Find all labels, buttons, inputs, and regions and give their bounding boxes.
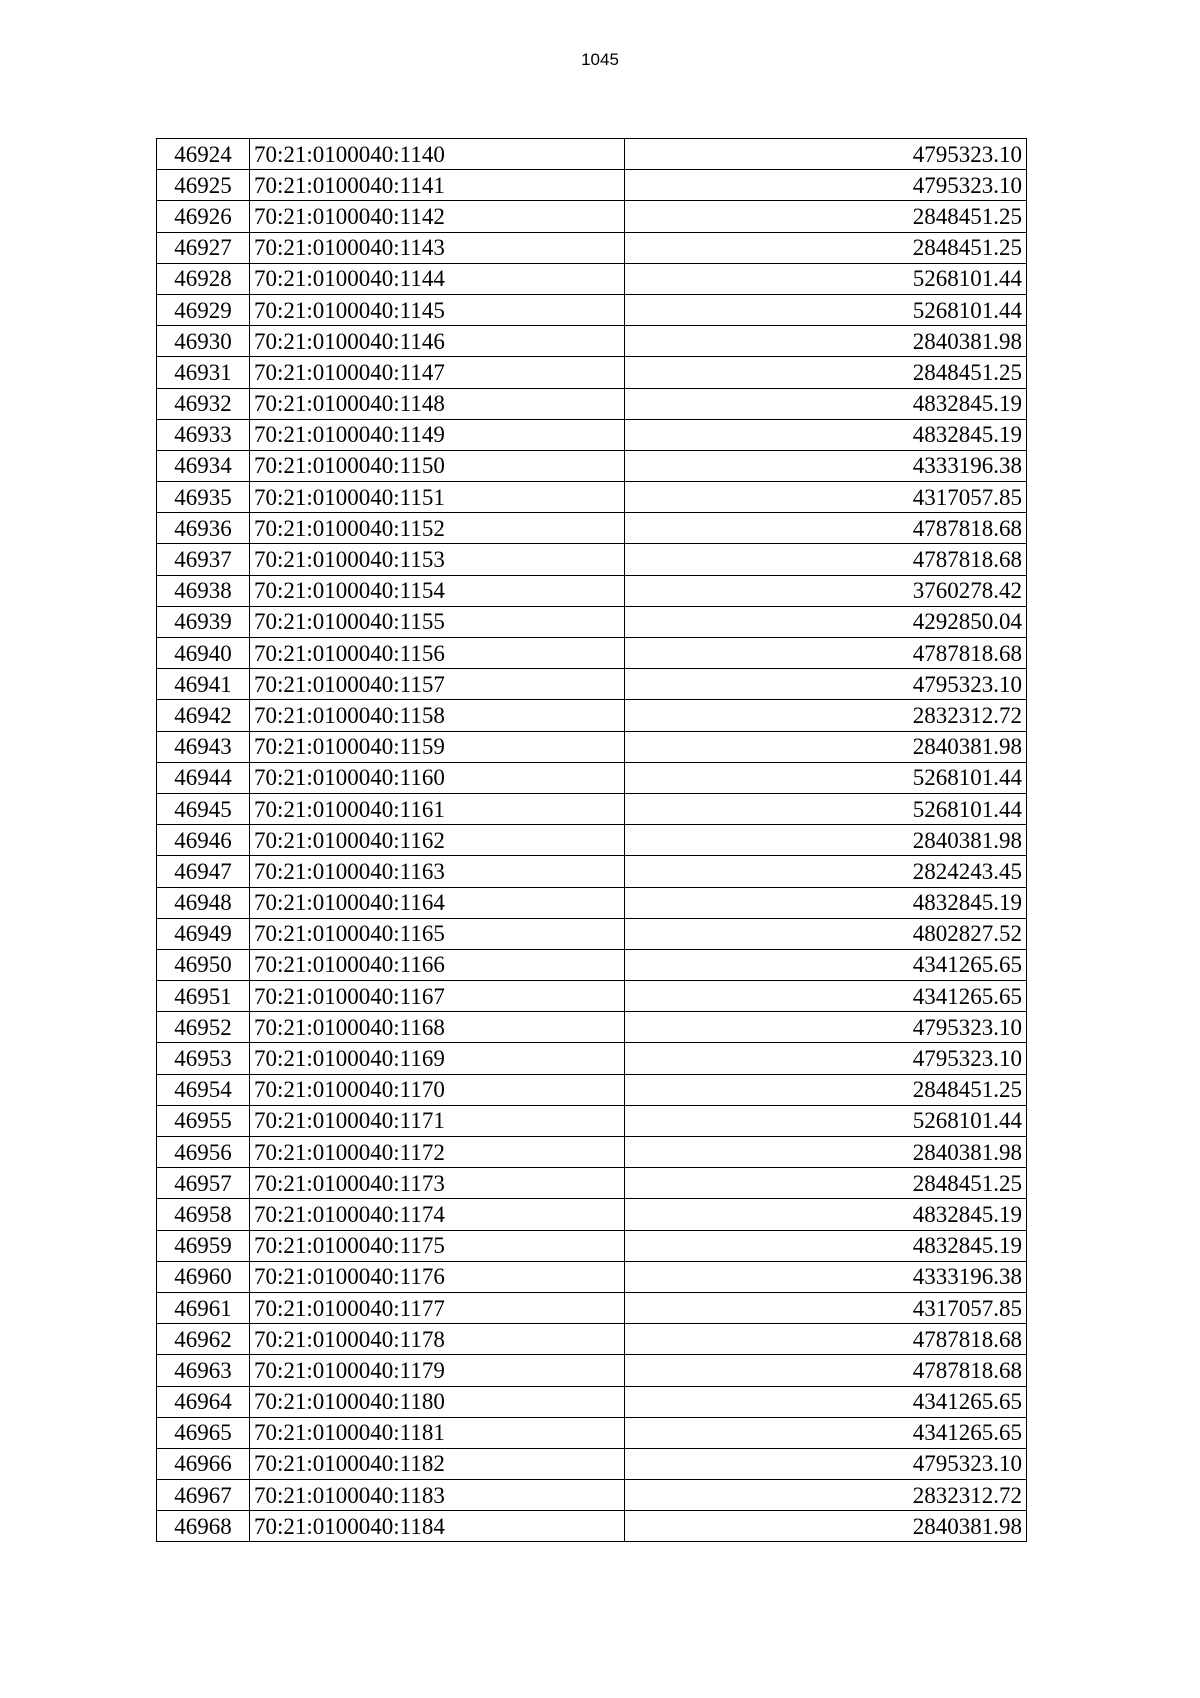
table-row [157,1355,1027,1386]
cadastral-value-cell: 4787818.68 [625,638,1027,669]
cadastral-value-cell: 5268101.44 [625,793,1027,824]
row-number-cell: 46947 [157,856,250,887]
row-number-cell: 46945 [157,793,250,824]
row-number-cell: 46939 [157,606,250,637]
table-row [157,482,1027,513]
cadastral-number-cell: 70:21:0100040:1150 [250,450,625,481]
row-number-cell: 46925 [157,170,250,201]
cadastral-value-cell: 4795323.10 [625,1012,1027,1043]
cadastral-value-cell: 4795323.10 [625,139,1027,170]
cadastral-value-cell: 5268101.44 [625,762,1027,793]
cadastral-number-cell: 70:21:0100040:1168 [250,1012,625,1043]
cadastral-value-cell: 4341265.65 [625,1386,1027,1417]
cadastral-number-cell: 70:21:0100040:1166 [250,949,625,980]
row-number-cell: 46965 [157,1417,250,1448]
cadastral-value-cell: 4795323.10 [625,170,1027,201]
table-row [157,638,1027,669]
table-row [157,669,1027,700]
cadastral-number-cell: 70:21:0100040:1172 [250,1137,625,1168]
cadastral-value-cell: 4802827.52 [625,918,1027,949]
cadastral-value-cell: 2840381.98 [625,731,1027,762]
cadastral-number-cell: 70:21:0100040:1178 [250,1324,625,1355]
cadastral-value-cell: 4341265.65 [625,1417,1027,1448]
row-number-cell: 46955 [157,1105,250,1136]
table-row [157,1137,1027,1168]
cadastral-value-cell: 2840381.98 [625,825,1027,856]
table-row [157,1074,1027,1105]
table-row [157,1511,1027,1542]
cadastral-number-cell: 70:21:0100040:1161 [250,793,625,824]
row-number-cell: 46927 [157,232,250,263]
row-number-cell: 46949 [157,918,250,949]
cadastral-value-cell: 4317057.85 [625,482,1027,513]
table-row [157,606,1027,637]
table-row [157,1168,1027,1199]
row-number-cell: 46946 [157,825,250,856]
table-row [157,419,1027,450]
table-row [157,263,1027,294]
cadastral-value-cell: 4832845.19 [625,419,1027,450]
row-number-cell: 46950 [157,949,250,980]
table-row [157,544,1027,575]
cadastral-number-cell: 70:21:0100040:1164 [250,887,625,918]
row-number-cell: 46959 [157,1230,250,1261]
table-row [157,201,1027,232]
cadastral-value-cell: 5268101.44 [625,294,1027,325]
row-number-cell: 46964 [157,1386,250,1417]
row-number-cell: 46929 [157,294,250,325]
cadastral-number-cell: 70:21:0100040:1147 [250,357,625,388]
cadastral-value-cell: 2848451.25 [625,232,1027,263]
cadastral-value-cell: 4317057.85 [625,1292,1027,1323]
table-row [157,1199,1027,1230]
cadastral-number-cell: 70:21:0100040:1159 [250,731,625,762]
page-number: 1045 [581,50,619,69]
cadastral-number-cell: 70:21:0100040:1170 [250,1074,625,1105]
cadastral-value-cell: 4832845.19 [625,1199,1027,1230]
table-row [157,232,1027,263]
cadastral-number-cell: 70:21:0100040:1171 [250,1105,625,1136]
row-number-cell: 46930 [157,326,250,357]
cadastral-value-cell: 2832312.72 [625,1480,1027,1511]
table-row [157,326,1027,357]
cadastral-number-cell: 70:21:0100040:1151 [250,482,625,513]
cadastral-value-table [156,138,1027,1542]
cadastral-number-cell: 70:21:0100040:1173 [250,1168,625,1199]
row-number-cell: 46961 [157,1292,250,1323]
cadastral-number-cell: 70:21:0100040:1183 [250,1480,625,1511]
cadastral-value-cell: 4333196.38 [625,450,1027,481]
cadastral-value-cell: 4832845.19 [625,1230,1027,1261]
cadastral-number-cell: 70:21:0100040:1169 [250,1043,625,1074]
cadastral-number-cell: 70:21:0100040:1155 [250,606,625,637]
cadastral-value-cell: 2840381.98 [625,326,1027,357]
table-row [157,1417,1027,1448]
cadastral-number-cell: 70:21:0100040:1176 [250,1261,625,1292]
cadastral-value-cell: 5268101.44 [625,1105,1027,1136]
row-number-cell: 46953 [157,1043,250,1074]
cadastral-number-cell: 70:21:0100040:1162 [250,825,625,856]
cadastral-value-cell: 2848451.25 [625,1074,1027,1105]
cadastral-value-cell: 2848451.25 [625,201,1027,232]
cadastral-number-cell: 70:21:0100040:1167 [250,981,625,1012]
cadastral-number-cell: 70:21:0100040:1175 [250,1230,625,1261]
cadastral-number-cell: 70:21:0100040:1180 [250,1386,625,1417]
cadastral-number-cell: 70:21:0100040:1179 [250,1355,625,1386]
row-number-cell: 46935 [157,482,250,513]
row-number-cell: 46966 [157,1448,250,1479]
cadastral-value-cell: 2832312.72 [625,700,1027,731]
table-row [157,1448,1027,1479]
row-number-cell: 46938 [157,575,250,606]
cadastral-value-cell: 5268101.44 [625,263,1027,294]
cadastral-number-cell: 70:21:0100040:1144 [250,263,625,294]
cadastral-value-cell: 4787818.68 [625,544,1027,575]
row-number-cell: 46956 [157,1137,250,1168]
cadastral-value-cell: 4832845.19 [625,388,1027,419]
row-number-cell: 46948 [157,887,250,918]
table-row [157,856,1027,887]
cadastral-number-cell: 70:21:0100040:1177 [250,1292,625,1323]
table-row [157,1230,1027,1261]
table-row [157,1386,1027,1417]
cadastral-value-cell: 4787818.68 [625,513,1027,544]
table-row [157,1324,1027,1355]
table-row [157,294,1027,325]
cadastral-number-cell: 70:21:0100040:1158 [250,700,625,731]
table-row [157,825,1027,856]
cadastral-value-cell: 4341265.65 [625,981,1027,1012]
row-number-cell: 46924 [157,139,250,170]
cadastral-number-cell: 70:21:0100040:1146 [250,326,625,357]
table-row [157,762,1027,793]
table-row [157,139,1027,170]
table-row [157,793,1027,824]
row-number-cell: 46957 [157,1168,250,1199]
row-number-cell: 46933 [157,419,250,450]
cadastral-number-cell: 70:21:0100040:1156 [250,638,625,669]
cadastral-number-cell: 70:21:0100040:1145 [250,294,625,325]
cadastral-number-cell: 70:21:0100040:1184 [250,1511,625,1542]
cadastral-value-cell: 4832845.19 [625,887,1027,918]
cadastral-value-cell: 2824243.45 [625,856,1027,887]
row-number-cell: 46963 [157,1355,250,1386]
table-row [157,981,1027,1012]
row-number-cell: 46936 [157,513,250,544]
cadastral-number-cell: 70:21:0100040:1182 [250,1448,625,1479]
cadastral-number-cell: 70:21:0100040:1143 [250,232,625,263]
cadastral-number-cell: 70:21:0100040:1154 [250,575,625,606]
cadastral-number-cell: 70:21:0100040:1142 [250,201,625,232]
row-number-cell: 46951 [157,981,250,1012]
cadastral-number-cell: 70:21:0100040:1165 [250,918,625,949]
cadastral-number-cell: 70:21:0100040:1181 [250,1417,625,1448]
cadastral-number-cell: 70:21:0100040:1141 [250,170,625,201]
table-row [157,1012,1027,1043]
cadastral-number-cell: 70:21:0100040:1153 [250,544,625,575]
table-row [157,918,1027,949]
cadastral-number-cell: 70:21:0100040:1160 [250,762,625,793]
row-number-cell: 46960 [157,1261,250,1292]
cadastral-number-cell: 70:21:0100040:1163 [250,856,625,887]
row-number-cell: 46967 [157,1480,250,1511]
row-number-cell: 46942 [157,700,250,731]
row-number-cell: 46928 [157,263,250,294]
table-row [157,731,1027,762]
table-row [157,700,1027,731]
row-number-cell: 46954 [157,1074,250,1105]
row-number-cell: 46934 [157,450,250,481]
cadastral-value-cell: 4795323.10 [625,669,1027,700]
cadastral-value-cell: 2848451.25 [625,1168,1027,1199]
row-number-cell: 46968 [157,1511,250,1542]
table-row [157,1105,1027,1136]
table-row [157,1043,1027,1074]
table-row [157,170,1027,201]
row-number-cell: 46940 [157,638,250,669]
row-number-cell: 46952 [157,1012,250,1043]
table-row [157,450,1027,481]
table-row [157,1480,1027,1511]
cadastral-value-cell: 2840381.98 [625,1137,1027,1168]
cadastral-value-cell: 3760278.42 [625,575,1027,606]
table-row [157,949,1027,980]
cadastral-number-cell: 70:21:0100040:1174 [250,1199,625,1230]
row-number-cell: 46962 [157,1324,250,1355]
cadastral-value-cell: 4341265.65 [625,949,1027,980]
cadastral-value-cell: 4787818.68 [625,1355,1027,1386]
row-number-cell: 46944 [157,762,250,793]
row-number-cell: 46937 [157,544,250,575]
table-row [157,1261,1027,1292]
row-number-cell: 46932 [157,388,250,419]
cadastral-number-cell: 70:21:0100040:1148 [250,388,625,419]
cadastral-value-cell: 4795323.10 [625,1043,1027,1074]
table-row [157,388,1027,419]
cadastral-value-cell: 2840381.98 [625,1511,1027,1542]
cadastral-value-cell: 4292850.04 [625,606,1027,637]
table-row [157,513,1027,544]
table-body [157,139,1027,1542]
cadastral-value-cell: 4333196.38 [625,1261,1027,1292]
row-number-cell: 46926 [157,201,250,232]
cadastral-value-cell: 4795323.10 [625,1448,1027,1479]
table-row [157,575,1027,606]
row-number-cell: 46941 [157,669,250,700]
row-number-cell: 46958 [157,1199,250,1230]
table-row [157,1292,1027,1323]
cadastral-number-cell: 70:21:0100040:1152 [250,513,625,544]
table-row [157,887,1027,918]
row-number-cell: 46943 [157,731,250,762]
cadastral-number-cell: 70:21:0100040:1157 [250,669,625,700]
cadastral-value-cell: 4787818.68 [625,1324,1027,1355]
cadastral-value-cell: 2848451.25 [625,357,1027,388]
table-row [157,357,1027,388]
cadastral-number-cell: 70:21:0100040:1149 [250,419,625,450]
row-number-cell: 46931 [157,357,250,388]
cadastral-number-cell: 70:21:0100040:1140 [250,139,625,170]
